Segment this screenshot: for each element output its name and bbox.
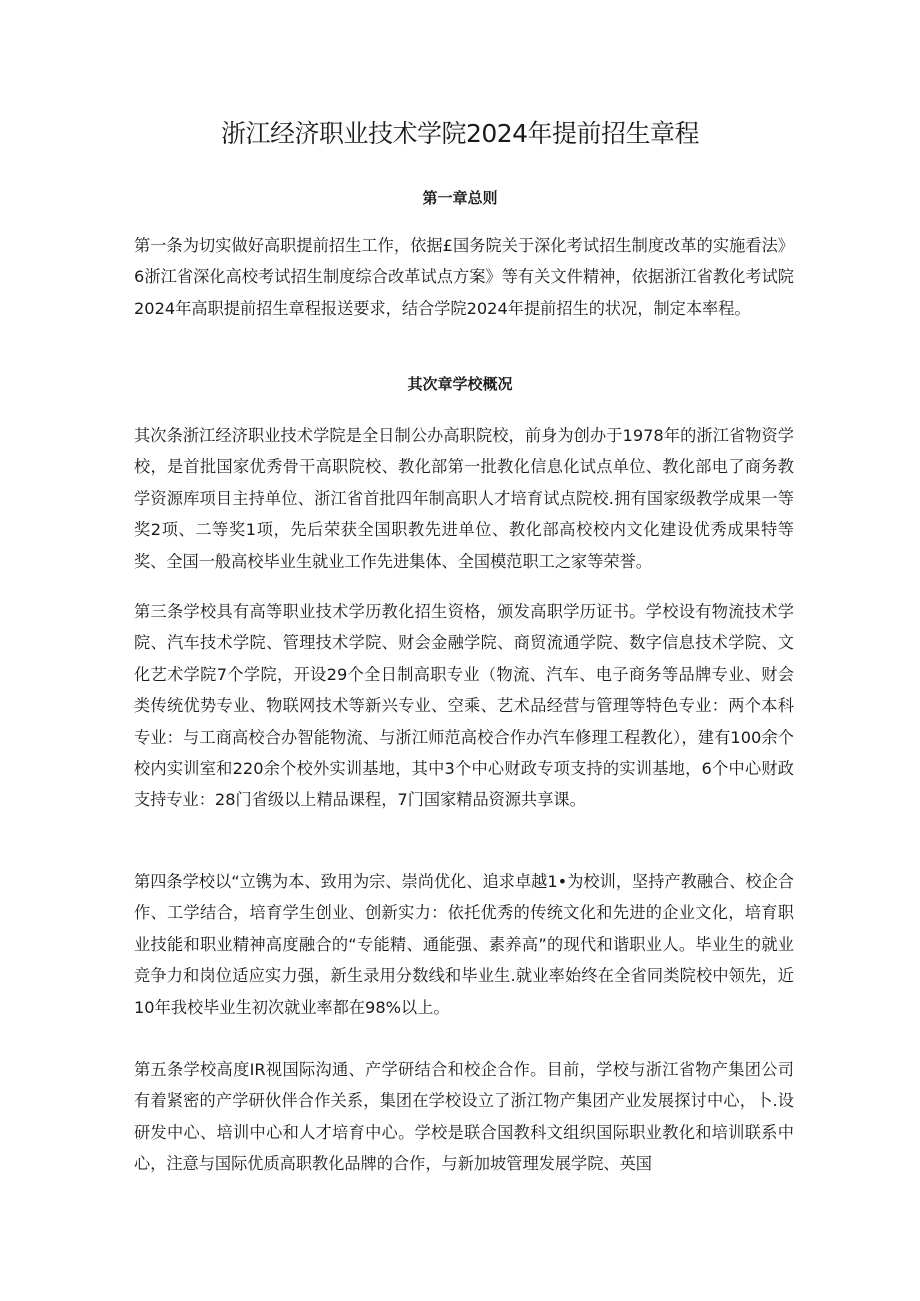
article-5-paragraph: 第五条学校高度IR视国际沟通、产学研结合和校企合作。目前，学校与浙江省物产集团公司有着紧密的产学研伙伴合作关系，集团在学校设立了浙江物产集团产业发展探讨中心，卜.设研发中心、培训中心和人才培育中心。学校是联合国教科文组织国际职业教化和培训联系中心，注意与国际优质高职教化品牌的合作，与新加坡管理发展学院、英国: [134, 1060, 794, 1174]
article-2-paragraph: 其次条浙江经济职业技术学院是全日制公办高职院校，前身为创办于1978年的浙江省物资学校，是首批国家优秀骨干高职院校、教化部第一批教化信息化试点单位、教化部电了商务教学资源库项目主持单位、浙江省首批四年制高职人才培育试点院校.拥有国家级教学成果一等奖2项、二等奖1项，先后荣获全国职教先进单位、教化部高校校内文化建设优秀成果特等奖、全国一般高校毕业生就业工作先进集体、全国模范职工之家等荣誉。: [134, 426, 794, 571]
chapter-1-heading: 第一章总则: [422, 189, 498, 207]
document-title: 浙江经济职业技术学院2024年提前招生章程: [220, 119, 700, 148]
article-4-paragraph: 第四条学校以“立镌为本、致用为宗、崇尚优化、追求卓越1•为校训，坚持产教融合、校企合作、工学结合，培育学生创业、创新实力：依托优秀的传统文化和先进的企业文化，培育职业技能和职业精神高度融合的“专能精、通能强、素养高”的现代和谐职业人。毕业生的就业竞争力和岗位适应实力强，新生录用分数线和毕业生.就业率始终在全省同类院校中领先，近10年我校毕业生初次就业率都在98%以上。: [134, 872, 794, 1017]
chapter-2-heading: 其次章学校概况: [407, 375, 513, 393]
article-3-paragraph: 第三条学校具有高等职业技术学历教化招生资格，颁发高职学历证书。学校设有物流技术学院、汽车技术学院、管理技术学院、财会金融学院、商贸流通学院、数字信息技术学院、文化艺术学院7个学院，开设29个全日制高职专业（物流、汽车、电子商务等品牌专业、财会类传统优势专业、物联网技术等新兴专业、空乘、艺术品经营与管理等特色专业：两个本科专业：与工商高校合办智能物流、与浙江师范高校合作办汽车修理工程教化），建有100余个校内实训室和220余个校外实训基地，其中3个中心财政专项支持的实训基地，6个中心财政支持专业：28门省级以上精品课程，7门国家精品资源共享课。: [134, 602, 794, 810]
article-1-paragraph: 第一条为切实做好高职提前招生工作，依据£国务院关于深化考试招生制度改革的实施看法》6浙江省深化高校考试招生制度综合改革试点方案》等有关文件精神，依据浙江省教化考试院2024年高职提前招生章程报送要求，结合学院2024年提前招生的状况，制定本率程。: [134, 236, 794, 318]
